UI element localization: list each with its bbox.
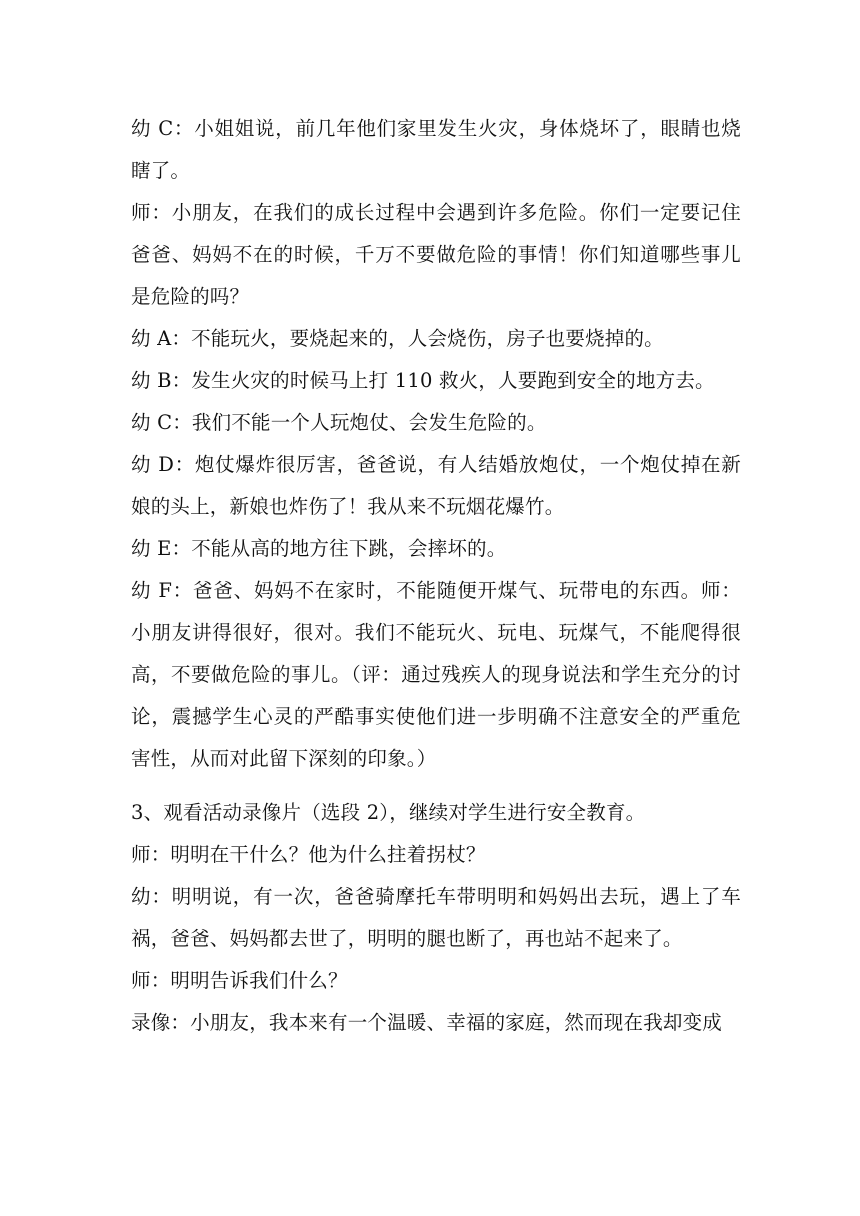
document-body xyxy=(131,108,741,1044)
paragraph-child-a: 幼 A：不能玩火，要烧起来的，人会烧伤，房子也要烧掉的。 xyxy=(131,327,664,350)
paragraph-child-c-firecracker: 幼 C：我们不能一个人玩炮仗、会发生危险的。 xyxy=(131,411,547,434)
paragraph-child-e: 幼 E：不能从高的地方往下跳，会摔坏的。 xyxy=(131,537,507,560)
paragraph-child-mingming-story: 幼：明明说，有一次，爸爸骑摩托车带明明和妈妈出去玩，遇上了车祸，爸爸、妈妈都去世了，明明的腿也断了，再也站不起来了。 xyxy=(131,885,741,950)
paragraph-child-d: 幼 D：炮仗爆炸很厉害，爸爸说，有人结婚放炮仗，一个炮仗掉在新娘的头上，新娘也炸伤了！我从来不玩烟花爆竹。 xyxy=(131,453,741,518)
paragraph-teacher-mingming-question: 师：明明在干什么？他为什么拄着拐杖？ xyxy=(131,843,486,866)
paragraph-child-f-teacher-comment: 幼 F：爸爸、妈妈不在家时，不能随便开煤气、玩带电的东西。师：小朋友讲得很好，很对。我们不能玩火、玩电、玩煤气，不能爬得很高，不要做危险的事儿。（评：通过残疾人的现身说法和学生充分的讨论，震撼学生心灵的严酷事实使他们进一步明确不注意安全的严重危害性，从而对此留下深刻的印象。） xyxy=(131,579,741,770)
paragraph-teacher-mingming-message: 师：明明告诉我们什么？ xyxy=(131,969,348,992)
paragraph-child-b: 幼 B：发生火灾的时候马上打 110 救火，人要跑到安全的地方去。 xyxy=(131,369,715,392)
section-spacer xyxy=(131,780,741,792)
section-heading-video-2: 3、观看活动录像片（选段 2），继续对学生进行安全教育。 xyxy=(131,801,646,824)
paragraph-teacher-danger-question: 师：小朋友，在我们的成长过程中会遇到许多危险。你们一定要记住爸爸、妈妈不在的时候，千万不要做危险的事情！你们知道哪些事儿是危险的吗？ xyxy=(131,201,741,308)
paragraph-child-c-fire: 幼 C：小姐姐说，前几年他们家里发生火灾，身体烧坏了，眼睛也烧瞎了。 xyxy=(131,117,741,182)
paragraph-video-narration: 录像：小朋友，我本来有一个温暖、幸福的家庭，然而现在我却变成 xyxy=(131,1011,723,1034)
